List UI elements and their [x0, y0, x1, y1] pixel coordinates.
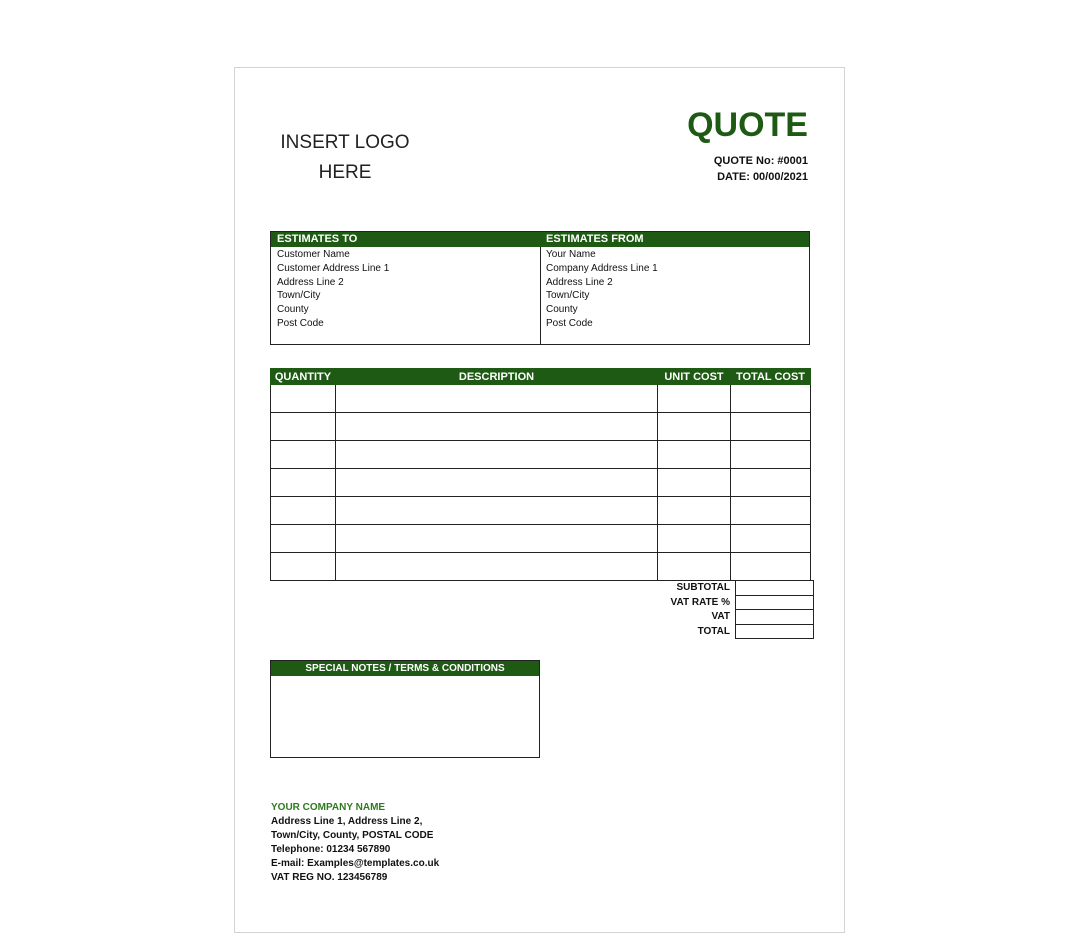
- header-unit-cost: UNIT COST: [658, 369, 731, 385]
- quantity-cell[interactable]: [271, 441, 336, 469]
- description-cell[interactable]: [336, 525, 658, 553]
- quote-date: DATE: 00/00/2021: [717, 171, 808, 183]
- table-row: [271, 385, 811, 413]
- unit-cost-cell[interactable]: [658, 553, 731, 581]
- header-quantity: QUANTITY: [271, 369, 336, 385]
- logo-placeholder: [277, 128, 413, 188]
- company-address-1: Address Line 1, Address Line 2,: [271, 815, 423, 827]
- total-row: [615, 624, 814, 639]
- total-cost-cell[interactable]: [731, 413, 811, 441]
- estimates-from-line: Address Line 2: [546, 276, 613, 288]
- vat-row: [615, 610, 814, 625]
- total-cost-cell[interactable]: [731, 553, 811, 581]
- subtotal-value[interactable]: [736, 581, 814, 596]
- table-row: [271, 413, 811, 441]
- unit-cost-cell[interactable]: [658, 385, 731, 413]
- description-cell[interactable]: [336, 413, 658, 441]
- estimates-to-line: County: [277, 304, 309, 316]
- estimates-to-section: [271, 232, 541, 344]
- estimates-from-line: Town/City: [546, 290, 590, 302]
- quantity-cell[interactable]: [271, 525, 336, 553]
- table-row: [271, 525, 811, 553]
- logo-line-1: INSERT LOGO: [280, 132, 410, 153]
- estimates-to-lines: [271, 247, 540, 332]
- vat-rate-row: [615, 595, 814, 610]
- total-value[interactable]: [736, 624, 814, 639]
- company-email: E-mail: Examples@templates.co.uk: [271, 857, 440, 869]
- description-cell[interactable]: [336, 469, 658, 497]
- document-title: QUOTE: [687, 106, 808, 144]
- header-total-cost: TOTAL COST: [731, 369, 811, 385]
- company-name: YOUR COMPANY NAME: [271, 802, 386, 813]
- description-cell[interactable]: [336, 385, 658, 413]
- quantity-cell[interactable]: [271, 497, 336, 525]
- quantity-cell[interactable]: [271, 413, 336, 441]
- table-row: [271, 553, 811, 581]
- subtotal-row: [615, 581, 814, 596]
- estimates-from-line: County: [546, 304, 578, 316]
- estimates-to-heading: ESTIMATES TO: [271, 232, 540, 247]
- description-cell[interactable]: [336, 441, 658, 469]
- estimates-from-section: [540, 232, 809, 344]
- total-cost-cell[interactable]: [731, 497, 811, 525]
- items-header-row: [271, 369, 811, 385]
- estimates-to-line: Post Code: [277, 317, 324, 329]
- estimates-to-line: Customer Name: [277, 249, 350, 260]
- company-footer: [271, 801, 439, 884]
- total-label: TOTAL: [697, 625, 730, 637]
- estimates-to-line: Address Line 2: [277, 276, 344, 288]
- quantity-cell[interactable]: [271, 553, 336, 581]
- subtotal-label: SUBTOTAL: [676, 582, 730, 594]
- estimates-from-heading: ESTIMATES FROM: [540, 232, 809, 247]
- table-row: [271, 497, 811, 525]
- total-cost-cell[interactable]: [731, 525, 811, 553]
- quantity-cell[interactable]: [271, 469, 336, 497]
- table-row: [271, 441, 811, 469]
- notes-heading: SPECIAL NOTES / TERMS & CONDITIONS: [271, 661, 539, 676]
- estimates-box: [270, 231, 810, 345]
- header-description: DESCRIPTION: [336, 369, 658, 385]
- total-cost-cell[interactable]: [731, 385, 811, 413]
- quote-document: [234, 67, 845, 933]
- table-row: [271, 469, 811, 497]
- company-vat: VAT REG NO. 123456789: [271, 871, 388, 883]
- unit-cost-cell[interactable]: [658, 525, 731, 553]
- totals-table: [615, 580, 814, 639]
- estimates-from-line: Post Code: [546, 317, 593, 329]
- quote-number: QUOTE No: #0001: [713, 155, 808, 167]
- vat-value[interactable]: [736, 610, 814, 625]
- unit-cost-cell[interactable]: [658, 441, 731, 469]
- notes-box: [270, 660, 540, 758]
- notes-content[interactable]: [271, 676, 539, 758]
- total-cost-cell[interactable]: [731, 469, 811, 497]
- company-telephone: Telephone: 01234 567890: [271, 843, 391, 855]
- vat-rate-label: VAT RATE %: [670, 596, 730, 608]
- quantity-cell[interactable]: [271, 385, 336, 413]
- vat-label: VAT: [711, 611, 730, 623]
- unit-cost-cell[interactable]: [658, 497, 731, 525]
- estimates-to-line: Town/City: [277, 290, 321, 302]
- estimates-to-line: Customer Address Line 1: [277, 262, 390, 274]
- unit-cost-cell[interactable]: [658, 469, 731, 497]
- total-cost-cell[interactable]: [731, 441, 811, 469]
- description-cell[interactable]: [336, 553, 658, 581]
- unit-cost-cell[interactable]: [658, 413, 731, 441]
- estimates-from-line: Your Name: [546, 249, 596, 260]
- estimates-from-line: Company Address Line 1: [546, 262, 658, 274]
- vat-rate-value[interactable]: [736, 595, 814, 610]
- logo-line-2: HERE: [318, 162, 372, 183]
- company-address-2: Town/City, County, POSTAL CODE: [271, 829, 434, 841]
- items-table: [270, 368, 811, 581]
- estimates-from-lines: [540, 247, 809, 332]
- description-cell[interactable]: [336, 497, 658, 525]
